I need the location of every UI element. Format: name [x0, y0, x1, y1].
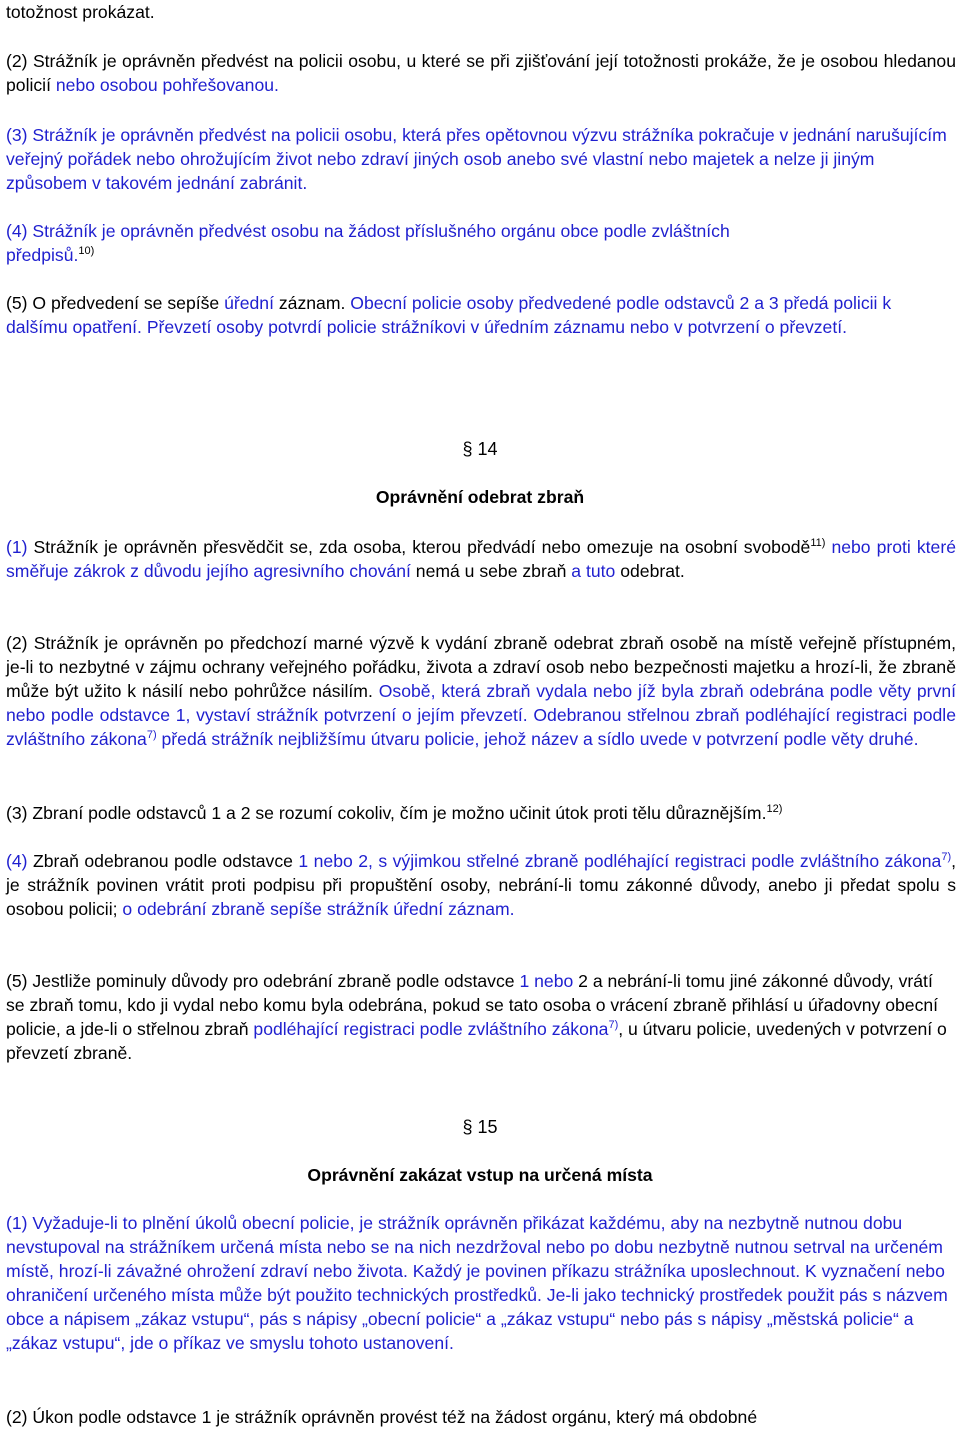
paragraph-amended-text: (1) Vyžaduje-li to plnění úkolů obecní policie, je strážník oprávněn přikázat každému, aby na nezbytně nutnou dobu nevstupoval na strážníkem určená místa nebo se na nich nezdržoval nebo po dobu nezbytně nutnou setrval na určeném místě, hrozí-li závažné ohrožení zdraví nebo života. Každý je povinen příkazu strážníka uposlechnout. K vyznačení nebo ohraničení určeného místa může být použito technických prostředků. Je-li jako technický prostředek použit pás s názvem obce a nápisem „zákaz vstupu“, pás s nápisy „obecní policie“ a „zákaz vstupu“ nebo pás s nápisy „městská policie“ a „zákaz vstupu“, jde o příkaz ve smyslu tohoto ustanovení. [6, 1213, 948, 1353]
paragraph-text: (2) Strážník je oprávněn po předchozí marné výzvě k vydání zbraně odebrat zbraň osobě na místě veřejně přístupném, je-li to nezbytné v zájmu ochrany veřejného pořádku, života a zdraví osob nebo bezpečnosti majetku a hrozí-li, že zbraně může být užito k násilí nebo pohrůžce násilím. [6, 633, 956, 701]
section-title-15: Oprávnění zakázat vstup na určená místa [307, 1165, 653, 1185]
section-number-15: § 15 [462, 1117, 498, 1137]
paragraph-amended-text: (1) [6, 537, 28, 557]
paragraph-amended-text: 1 nebo [519, 971, 574, 991]
footnote-ref: 7) [146, 729, 157, 741]
paragraph-amended-text: 1 nebo 2, s výjimkou střelné zbraně podléhající registraci podle zvláštního zákona [298, 851, 942, 871]
paragraph-amended-text: nebo proti které směřuje zákrok z důvodu jejího agresivního chování [6, 537, 956, 581]
paragraph-13-2 [6, 49, 956, 97]
paragraph-amended-text: o odebrání zbraně sepíše strážník úřední záznam. [122, 899, 515, 919]
section-title-14: Oprávnění odebrat zbraň [375, 487, 585, 507]
footnote-ref: 10) [78, 245, 95, 257]
paragraph-text: (2) Úkon podle odstavce 1 je strážník oprávněn provést též na žádost orgánu, který má obdobné [6, 1407, 758, 1427]
footnote-ref: 7) [608, 1019, 619, 1031]
paragraph-text: 2 a nebrání-li tomu jiné zákonné důvody, vrátí se zbraň tomu, kdo ji vydal nebo komu byla odebrána, pokud se tato osoba o vrácení zbraně přihlásí u úřadovny obecní policie, a jde-li o střelnou zbraň [6, 971, 939, 1039]
paragraph-14-2 [6, 631, 956, 751]
paragraph-text: nemá u sebe zbraň [410, 561, 572, 581]
footnote-ref: 7) [941, 851, 952, 863]
paragraph-13-5 [6, 291, 956, 339]
paragraph-15-1 [6, 1211, 956, 1355]
paragraph-text: Strážník je oprávněn přesvědčit se, zda osoba, kterou předvádí nebo omezuje na osobní svobodě [27, 537, 811, 557]
footnote-ref: 11) [810, 537, 826, 549]
paragraph-13-4 [6, 219, 956, 267]
paragraph-amended-text: předá strážník nejbližšímu útvaru policie, jehož název a sídlo uvede v potvrzení podle věty druhé. [156, 729, 919, 749]
paragraph-amended-text: nebo osobou pohřešovanou. [55, 75, 279, 95]
paragraph-amended-text: úřední [224, 293, 274, 313]
paragraph-continuation [6, 0, 956, 24]
paragraph-13-3 [6, 123, 956, 195]
paragraph-amended-text: předpisů. [6, 245, 79, 265]
paragraph-text: totožnost prokázat. [6, 2, 155, 22]
paragraph-text: (2) Strážník je oprávněn předvést na policii osobu, u které se při zjišťování její totožnosti prokáže, že je osobou hledanou policií [6, 51, 956, 95]
paragraph-text: , u útvaru policie, uvedených v potvrzení o převzetí zbraně. [6, 1019, 947, 1063]
paragraph-text: Zbraň odebranou podle odstavce [27, 851, 299, 871]
footnote-ref: 12) [766, 803, 783, 815]
paragraph-15-2 [6, 1405, 956, 1429]
paragraph-amended-text: (4) [6, 851, 28, 871]
paragraph-amended-text: Osobě, která zbraň vydala nebo jíž byla zbraň odebrána podle věty první nebo podle odstavce 1, vystaví strážník potvrzení o jejím převzetí. Odebranou střelnou zbraň podléhající registraci podle zvláštního zákona [6, 681, 956, 749]
paragraph-text: (3) Zbraní podle odstavců 1 a 2 se rozumí cokoliv, čím je možno učinit útok proti tělu důraznějším. [6, 803, 767, 823]
paragraph-amended-text: (3) Strážník je oprávněn předvést na policii osobu, která přes opětovnou výzvu strážníka pokračuje v jednání narušujícím veřejný pořádek nebo ohrožujícím život nebo zdraví jiných osob anebo své vlastní nebo majetek a nelze ji jiným způsobem v takovém jednání zabránit. [6, 125, 947, 193]
paragraph-amended-text: podléhající registraci podle zvláštního zákona [253, 1019, 609, 1039]
paragraph-text: (5) Jestliže pominuly důvody pro odebrání zbraně podle odstavce [6, 971, 520, 991]
paragraph-text: odebrat. [615, 561, 685, 581]
paragraph-14-3 [6, 801, 956, 825]
paragraph-14-4 [6, 849, 956, 921]
paragraph-text: , je strážník povinen vrátit proti podpisu při propuštění osoby, nebrání-li tomu zákonné důvody, anebo ji předat spolu s osobou policii; [6, 851, 956, 919]
paragraph-amended-text: Obecní policie osoby předvedené podle odstavců 2 a 3 předá policii k dalšímu opatření. Převzetí osoby potvrdí policie strážníkovi v úředním záznamu nebo v potvrzení o převzetí. [6, 293, 892, 337]
paragraph-amended-text: (4) Strážník je oprávněn předvést osobu na žádost příslušného orgánu obce podle zvláštních [6, 221, 730, 241]
section-number-14: § 14 [462, 439, 498, 459]
paragraph-14-1 [6, 535, 956, 583]
paragraph-text: záznam. [273, 293, 351, 313]
paragraph-text: (5) O předvedení se sepíše [6, 293, 225, 313]
paragraph-amended-text: a tuto [571, 561, 616, 581]
paragraph-14-5 [6, 969, 956, 1065]
